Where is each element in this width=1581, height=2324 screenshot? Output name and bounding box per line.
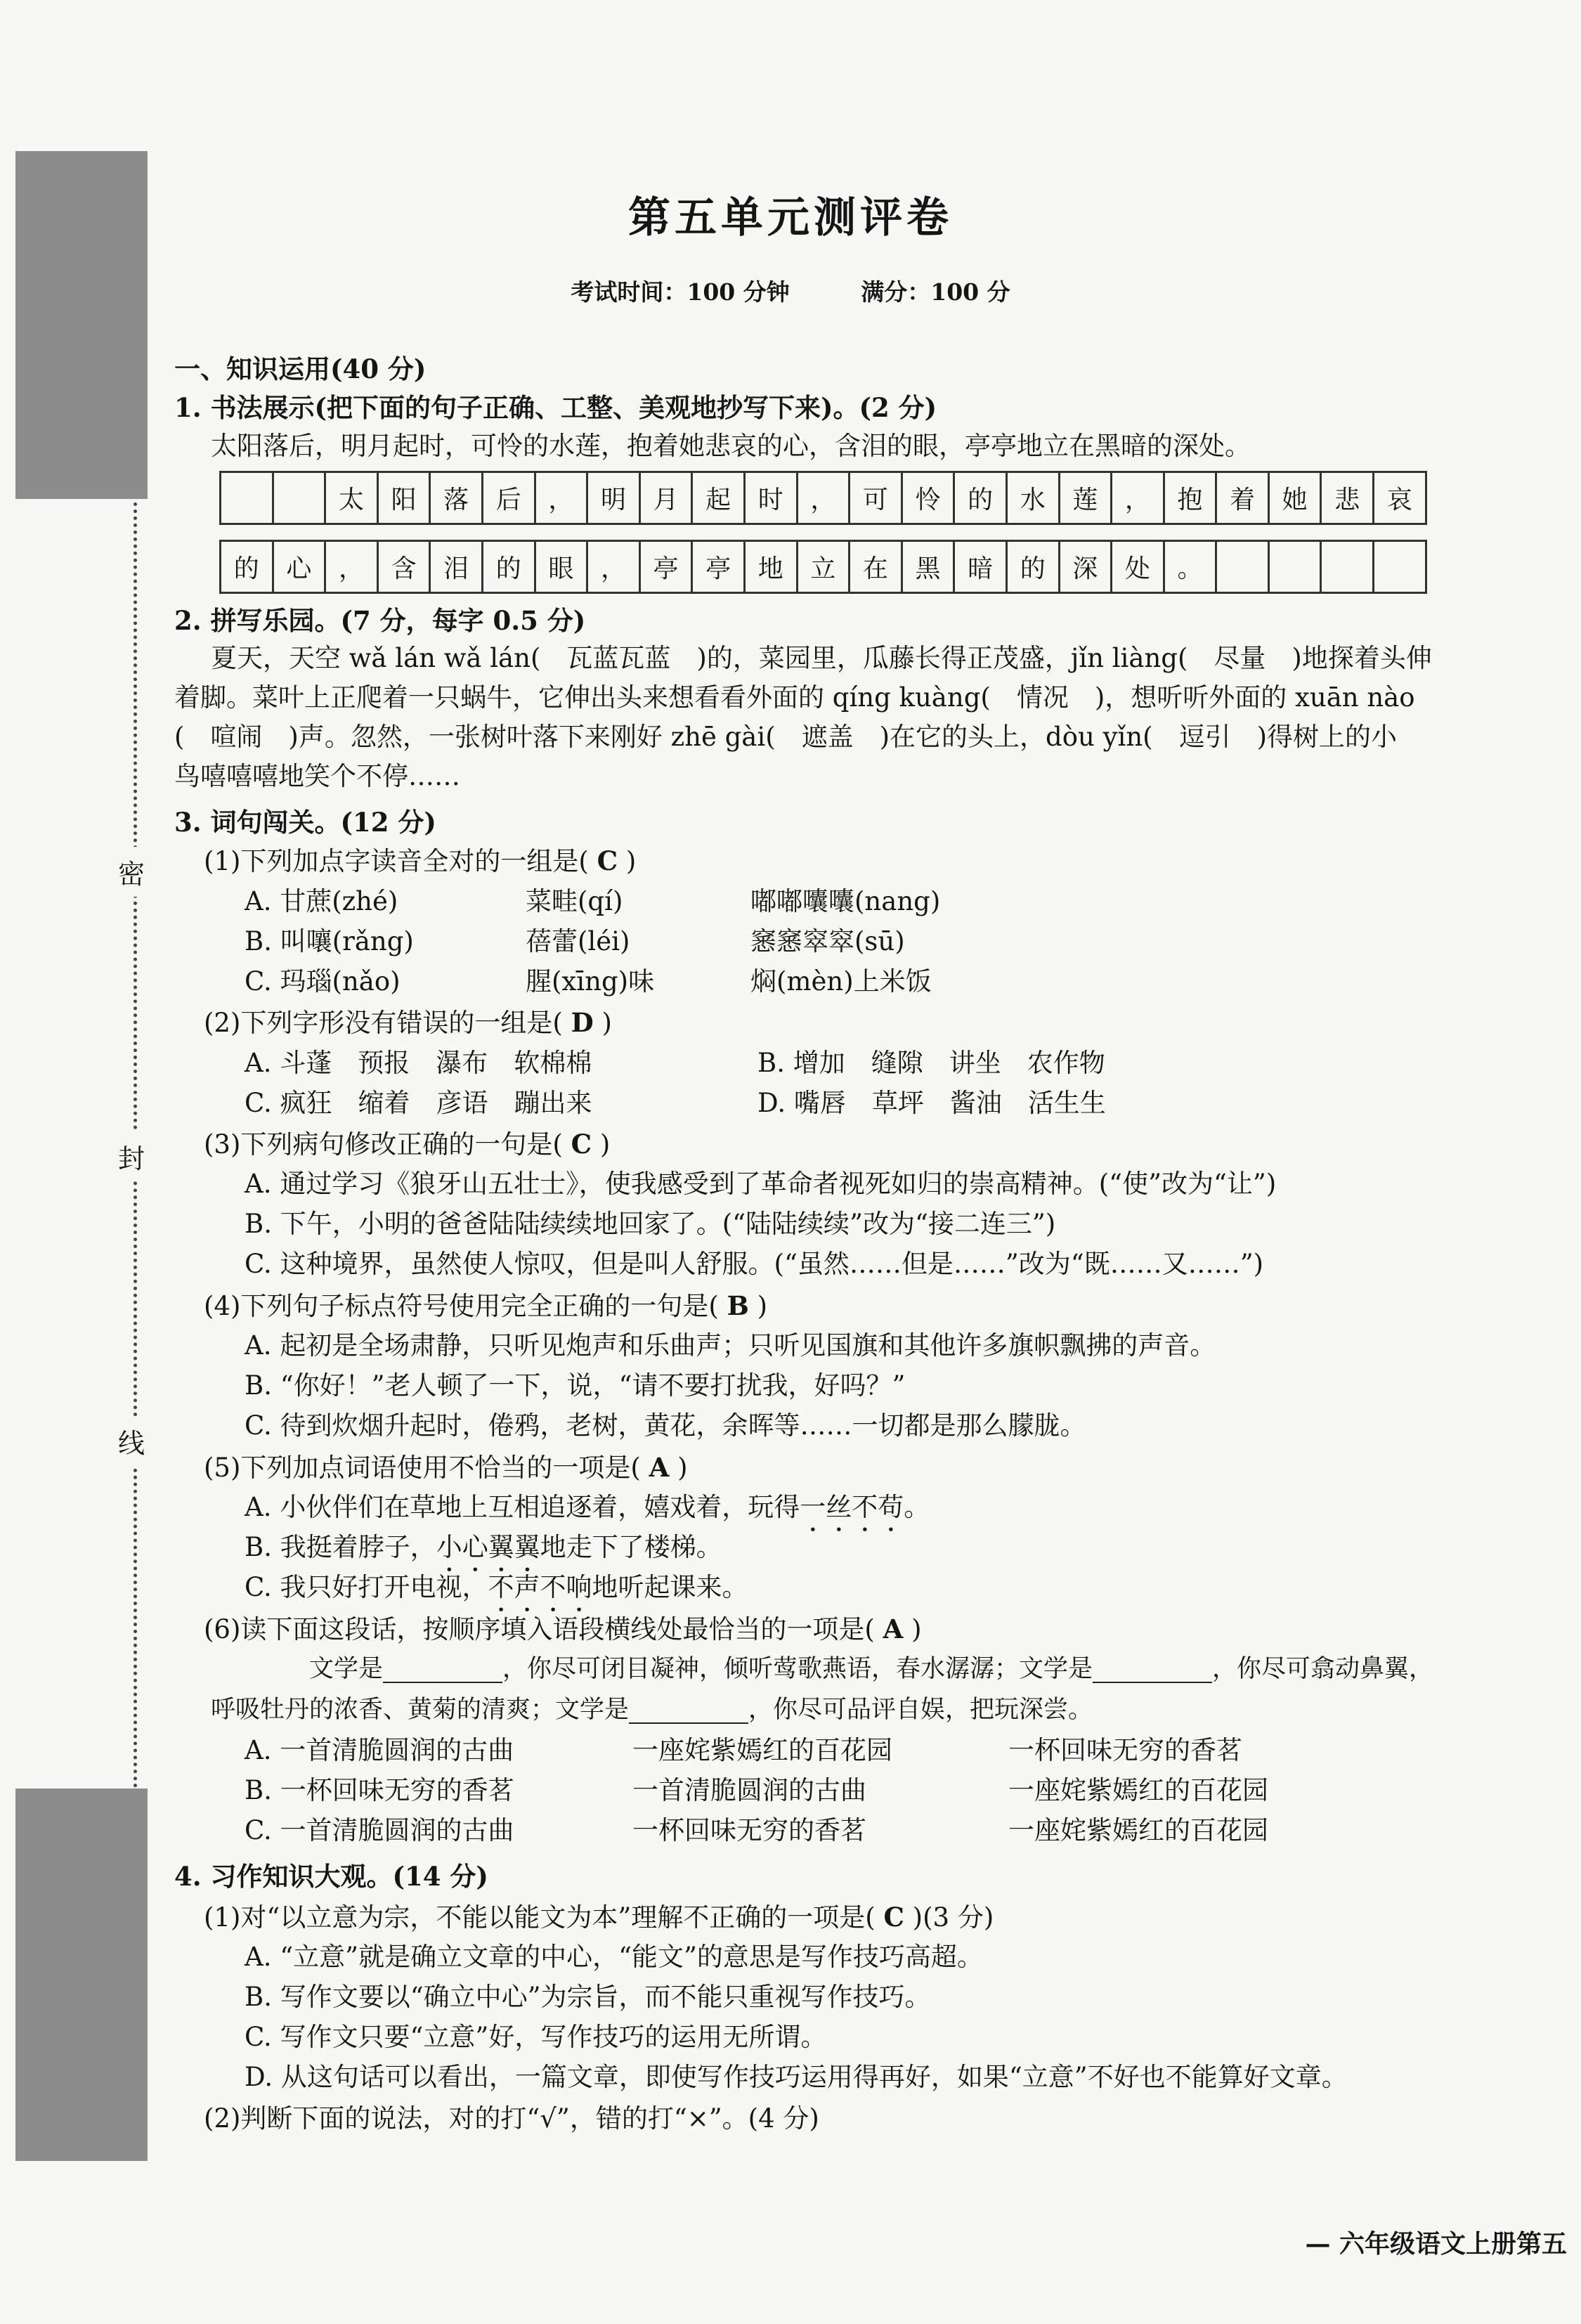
q2-line-2: 着脚。菜叶上正爬着一只蜗牛，它伸出头来想看看外面的 qíng kuàng( 情况 )，想听听外面的 xuān nào <box>174 682 1415 713</box>
grid-cell: ， <box>798 473 851 525</box>
dotted-word: 不声不响 <box>488 1572 592 1602</box>
grid-cell: 立 <box>798 542 851 594</box>
seal-char-feng: 封 <box>118 1131 145 1181</box>
grid-cell: 月 <box>641 473 694 525</box>
text: 。 <box>904 1492 930 1522</box>
grid-cell: 的 <box>221 542 274 594</box>
grid-cell: 深 <box>1060 542 1113 594</box>
page-title: 第五单元测评卷 <box>628 193 953 242</box>
grid-cell <box>1322 542 1374 594</box>
q3-prompt: 3. 词句闯关。(12 分) <box>174 807 436 838</box>
q3-1-c2: 腥(xīng)味 <box>526 966 655 997</box>
answer: A <box>883 1614 904 1644</box>
stem-end: ) <box>677 1453 688 1483</box>
q3-6-passage-line-2 <box>211 1692 1093 1727</box>
q3-6-b2: 一首清脆圆润的古曲 <box>632 1775 866 1805</box>
grid-cell: 的 <box>955 473 1008 525</box>
dotted-word: 一丝不苟 <box>800 1492 904 1522</box>
fill-blank <box>629 1699 748 1724</box>
stem-end: ) <box>625 846 637 876</box>
grid-cell: 时 <box>746 473 798 525</box>
stem-end: )(3 分) <box>912 1902 994 1933</box>
q3-6-b3: 一座姹紫嫣红的百花园 <box>1008 1775 1268 1805</box>
text: A. 小伙伴们在草地上互相追逐着，嬉戏着，玩得 <box>245 1492 800 1522</box>
text: 地走下了楼梯。 <box>540 1532 722 1562</box>
grid-cell: 在 <box>850 542 903 594</box>
q3-1-a1: A. 甘蔗(zhé) <box>245 886 398 916</box>
q3-6-c2: 一杯回味无穷的香茗 <box>632 1815 866 1845</box>
stem-text: (2)下列字形没有错误的一组是( <box>204 1008 563 1038</box>
answer: B <box>727 1290 749 1321</box>
q3-6-stem <box>204 1611 922 1647</box>
q4-1-b: B. 写作文要以“确立中心”为宗旨，而不能只重视写作技巧。 <box>245 1982 931 2012</box>
exam-time: 考试时间：100 分钟 <box>571 278 790 306</box>
q4-2-stem: (2)判断下面的说法，对的打“√”，错的打“×”。(4 分) <box>204 2103 819 2134</box>
stem-end: ) <box>599 1129 611 1160</box>
grid-cell: ， <box>326 542 379 594</box>
page-footer: — 六年级语文上册第五 <box>1305 2229 1567 2259</box>
q3-2-b: B. 增加 缝隙 讲坐 农作物 <box>757 1048 1105 1078</box>
grid-cell: 怜 <box>903 473 956 525</box>
text: C. 我只好打开电视， <box>245 1572 488 1602</box>
q3-6-c1: C. 一首清脆圆润的古曲 <box>245 1815 514 1845</box>
stem-text: (3)下列病句修改正确的一句是( <box>204 1129 563 1160</box>
q3-6-passage-line-1 <box>309 1651 1433 1687</box>
grid-cell: 的 <box>483 542 536 594</box>
answer: D <box>571 1007 594 1038</box>
q3-2-c: C. 疯狂 缩着 彦语 蹦出来 <box>245 1088 592 1118</box>
dotted-word: 小心翼翼 <box>436 1532 540 1562</box>
grid-cell: 心 <box>274 542 327 594</box>
copy-grid-row-1 <box>219 471 1427 525</box>
q2-line-3: ( 喧闹 )声。忽然，一张树叶落下来刚好 zhē gài( 遮盖 )在它的头上，dòu yǐn( 逗引 )得树上的小 <box>174 722 1398 752</box>
grid-cell: 地 <box>746 542 798 594</box>
q3-6-b1: B. 一杯回味无穷的香茗 <box>245 1775 514 1805</box>
q3-6-a2: 一座姹紫嫣红的百花园 <box>632 1735 892 1765</box>
grid-cell: 可 <box>850 473 903 525</box>
text: ，你尽可品评自娱，把玩深尝。 <box>748 1696 1093 1724</box>
q4-1-stem <box>204 1900 994 1935</box>
q3-1-b3: 窸窸窣窣(sū) <box>750 926 905 956</box>
fill-blank <box>1093 1658 1212 1683</box>
grid-cell: 亭 <box>693 542 746 594</box>
q3-3-a: A. 通过学习《狼牙山五壮士》，使我感受到了革命者视死如归的崇高精神。(“使”改为“让”) <box>245 1169 1277 1199</box>
stem-text: (5)下列加点词语使用不恰当的一项是( <box>204 1453 641 1483</box>
q3-6-c3: 一座姹紫嫣红的百花园 <box>1008 1815 1268 1845</box>
grid-cell: 明 <box>588 473 641 525</box>
stem-text: (1)对“以立意为宗，不能以能文为本”理解不正确的一项是( <box>204 1902 876 1933</box>
grid-cell <box>1374 542 1427 594</box>
text: ，你尽可翕动鼻翼， <box>1212 1655 1434 1683</box>
answer: C <box>571 1129 592 1160</box>
grid-cell: 她 <box>1270 473 1322 525</box>
grid-cell: 处 <box>1112 542 1165 594</box>
grid-cell: 哀 <box>1374 473 1427 525</box>
q2-prompt: 2. 拼写乐园。(7 分，每字 0.5 分) <box>174 605 586 636</box>
grid-cell: 起 <box>693 473 746 525</box>
copy-grid-row-2 <box>219 540 1427 594</box>
grid-cell <box>221 473 274 525</box>
q3-5-c <box>245 1570 748 1618</box>
answer: A <box>649 1452 670 1483</box>
grid-cell: 含 <box>379 542 431 594</box>
section-heading: 一、知识运用(40 分) <box>174 353 427 384</box>
q3-1-b2: 蓓蕾(léi) <box>526 926 630 956</box>
q1-sentence: 太阳落后，明月起时，可怜的水莲，抱着她悲哀的心，含泪的眼，亭亭地立在黑暗的深处。 <box>211 431 1251 461</box>
q4-prompt: 4. 习作知识大观。(14 分) <box>174 1861 488 1892</box>
binding-margin-shade-bottom <box>15 1789 148 2161</box>
seal-char-mi: 密 <box>118 847 145 897</box>
q3-3-c: C. 这种境界，虽然使人惊叹，但是叫人舒服。(“虽然……但是……”改为“既……又……”) <box>245 1249 1264 1279</box>
text: 文学是 <box>309 1655 384 1683</box>
q3-4-a: A. 起初是全场肃静，只听见炮声和乐曲声；只听见国旗和其他许多旗帜飘拂的声音。 <box>245 1330 1216 1361</box>
stem-text: (6)读下面这段话，按顺序填入语段横线处最恰当的一项是( <box>204 1614 875 1644</box>
text: ，你尽可闭目凝神，倾听莺歌燕语，春水潺潺；文学是 <box>502 1655 1093 1683</box>
q3-2-d: D. 嘴唇 草坪 酱油 活生生 <box>757 1088 1106 1118</box>
answer: C <box>883 1902 904 1933</box>
grid-cell: 黑 <box>903 542 956 594</box>
q2-line-1: 夏天，天空 wǎ lán wǎ lán( 瓦蓝瓦蓝 )的，菜园里，瓜藤长得正茂盛，jǐn liàng( 尽量 )地探着头伸 <box>211 643 1432 673</box>
stem-end: ) <box>757 1291 768 1321</box>
grid-cell: 。 <box>1165 542 1218 594</box>
grid-cell <box>1270 542 1322 594</box>
grid-cell: 眼 <box>536 542 589 594</box>
q3-3-b: B. 下午，小明的爸爸陆陆续续地回家了。(“陆陆续续”改为“接二连三”) <box>245 1209 1056 1239</box>
q3-6-a3: 一杯回味无穷的香茗 <box>1008 1735 1242 1765</box>
q3-4-stem <box>204 1288 767 1324</box>
text: B. 我挺着脖子， <box>245 1532 436 1562</box>
q3-4-b: B. “你好！”老人顿了一下，说，“请不要打扰我，好吗？” <box>245 1370 906 1401</box>
q3-4-c: C. 待到炊烟升起时，倦鸦，老树，黄花，余晖等……一切都是那么朦胧。 <box>245 1410 1086 1441</box>
q1-prompt: 1. 书法展示(把下面的句子正确、工整、美观地抄写下来)。(2 分) <box>174 392 937 423</box>
fill-blank <box>383 1658 502 1683</box>
grid-cell: 着 <box>1217 473 1270 525</box>
q4-1-a: A. “立意”就是确立文章的中心，“能文”的意思是写作技巧高超。 <box>245 1942 983 1972</box>
q3-1-a3: 嘟嘟囔囔(nang) <box>750 886 941 916</box>
grid-cell: ， <box>588 542 641 594</box>
grid-cell: 的 <box>1008 542 1060 594</box>
q4-1-d: D. 从这句话可以看出，一篇文章，即使写作技巧运用得再好，如果“立意”不好也不能算好文章。 <box>245 2062 1348 2092</box>
grid-cell: 抱 <box>1165 473 1218 525</box>
grid-cell: 亭 <box>641 542 694 594</box>
text: 呼吸牡丹的浓香、黄菊的清爽；文学是 <box>211 1696 630 1724</box>
q3-1-a2: 菜畦(qí) <box>526 886 623 916</box>
answer: C <box>597 845 618 876</box>
full-score: 满分：100 分 <box>861 278 1010 306</box>
q3-1-c1: C. 玛瑙(nǎo) <box>245 966 401 997</box>
q2-line-4: 鸟嘻嘻嘻地笑个不停…… <box>174 761 460 791</box>
grid-cell <box>1217 542 1270 594</box>
grid-cell: ， <box>1112 473 1165 525</box>
q3-1-b1: B. 叫嚷(rǎng) <box>245 926 414 956</box>
seal-char-xian: 线 <box>118 1416 145 1466</box>
q4-1-c: C. 写作文只要“立意”好，写作技巧的运用无所谓。 <box>245 2022 827 2052</box>
q3-2-stem <box>204 1005 612 1041</box>
grid-cell: 太 <box>326 473 379 525</box>
grid-cell: 水 <box>1008 473 1060 525</box>
stem-end: ) <box>601 1008 612 1038</box>
grid-cell: 暗 <box>955 542 1008 594</box>
grid-cell: 后 <box>483 473 536 525</box>
exam-info <box>0 274 1581 307</box>
stem-end: ) <box>911 1614 922 1644</box>
q3-6-a1: A. 一首清脆圆润的古曲 <box>245 1735 514 1765</box>
q3-3-stem <box>204 1127 610 1162</box>
grid-cell: 阳 <box>379 473 431 525</box>
stem-text: (4)下列句子标点符号使用完全正确的一句是( <box>204 1291 719 1321</box>
grid-cell: 莲 <box>1060 473 1113 525</box>
grid-cell: 悲 <box>1322 473 1374 525</box>
grid-cell: 泪 <box>431 542 483 594</box>
q3-1-c3: 焖(mèn)上米饭 <box>750 966 932 997</box>
q3-2-a: A. 斗蓬 预报 瀑布 软棉棉 <box>245 1048 592 1078</box>
stem-text: (1)下列加点字读音全对的一组是( <box>204 846 589 876</box>
grid-cell: ， <box>536 473 589 525</box>
q3-1-stem <box>204 843 636 879</box>
text: 地听起课来。 <box>592 1572 748 1602</box>
grid-cell: 落 <box>431 473 483 525</box>
q3-5-stem <box>204 1450 688 1486</box>
grid-cell <box>274 473 327 525</box>
